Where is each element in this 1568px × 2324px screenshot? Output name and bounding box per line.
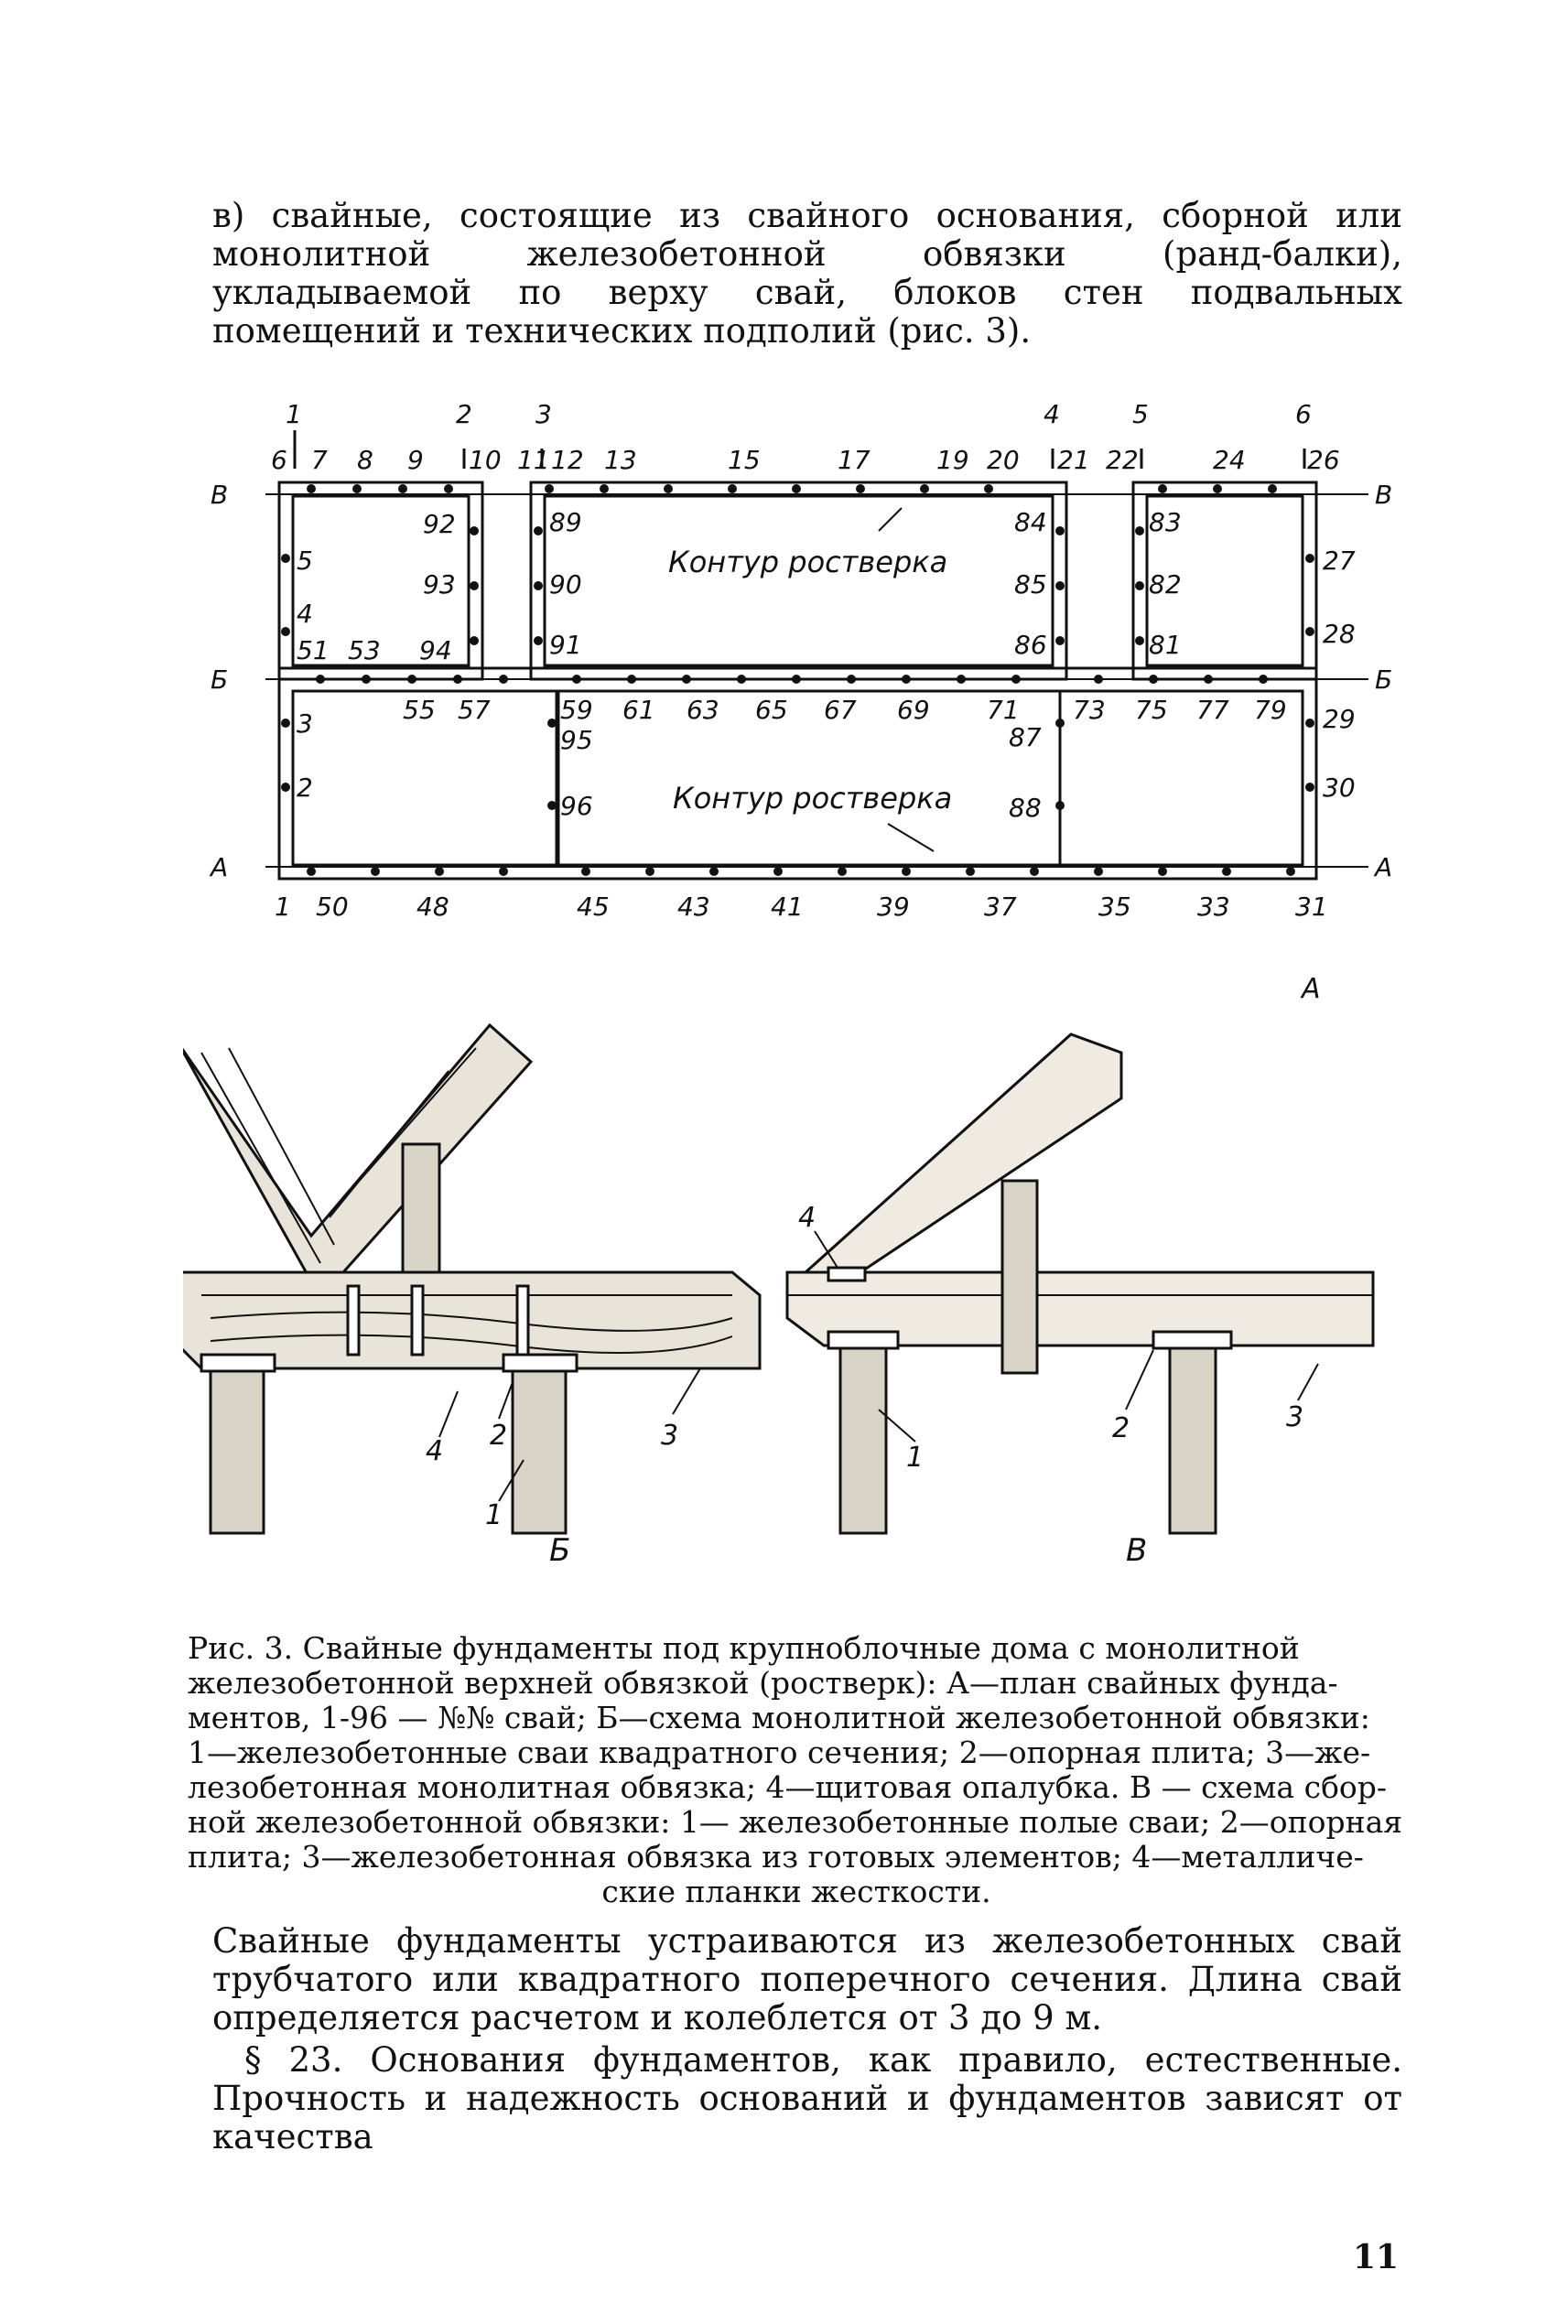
row-letter-middle: Б [211, 665, 229, 695]
pile-number: 92 [423, 509, 456, 539]
pile-number: 11 [517, 445, 550, 475]
caption-line: ной железобетонной обвязки: 1— железобетонные полые сваи; 2—опорная [188, 1804, 1403, 1840]
caption-line: Рис. 3. Свайные фундаменты под крупноблочные дома с монолитной [188, 1630, 1300, 1666]
pile-number: 26 [1307, 445, 1340, 475]
pile-number: 67 [824, 695, 857, 725]
pile-number: 50 [316, 892, 349, 922]
body-text [212, 1922, 1402, 2160]
pile-number: 94 [419, 635, 452, 665]
callout-number: 1 [906, 1442, 925, 1474]
pile-number: 15 [728, 445, 761, 475]
pile-number: 87 [1009, 722, 1042, 752]
contour-label-top: Контур ростверка [668, 545, 948, 579]
body-paragraph: § 23. Основания фундаментов, как правило, естественные. Прочность и надежность оснований и фундаментов зависят от качества [212, 2040, 1402, 2156]
pile-number: 71 [987, 695, 1020, 725]
pile-number: 61 [622, 695, 655, 725]
pile-number: 53 [348, 635, 381, 665]
pile-number: 30 [1323, 773, 1356, 803]
pile-number: 79 [1254, 695, 1287, 725]
pile-number: 91 [549, 630, 582, 660]
view-v-drawing [787, 1034, 1373, 1533]
pile-number: 5 [297, 546, 313, 576]
pile-number: 29 [1323, 704, 1356, 734]
caption-line: плита; 3—железобетонная обвязка из готовых элементов; 4—металличе- [188, 1839, 1364, 1875]
caption-line: ментов, 1-96 — №№ свай; Б—схема монолитной железобетонной обвязки: [188, 1700, 1370, 1735]
pile-number: 84 [1014, 507, 1047, 537]
pile-number: 75 [1135, 695, 1168, 725]
pile-number: 95 [560, 725, 593, 755]
contour-label-bottom: Контур ростверка [673, 781, 953, 816]
pile-number: 43 [677, 892, 710, 922]
pile-number: 69 [897, 695, 930, 725]
axis-number: 6 [1295, 399, 1312, 429]
axis-number: 1 [286, 399, 302, 429]
page-number: 11 [1353, 2238, 1400, 2276]
pile-number: 55 [403, 695, 436, 725]
pile-number: 86 [1014, 630, 1047, 660]
intro-text [212, 197, 1402, 351]
row-letter-bottom-right: А [1375, 852, 1393, 882]
row-letter-top-right: В [1375, 480, 1393, 510]
pile-number: 13 [604, 445, 637, 475]
row-letter-bottom: А [211, 852, 229, 882]
pile-number: 7 [311, 445, 328, 475]
caption-line: железобетонной верхней обвязкой (ростверк): А—план свайных фунда- [188, 1665, 1338, 1701]
pile-number: 82 [1149, 569, 1182, 600]
pile-number: 57 [458, 695, 491, 725]
pile-number: 81 [1149, 630, 1182, 660]
pile-number: 4 [297, 599, 313, 629]
pile-number: 88 [1009, 793, 1042, 823]
pile-number: 2 [297, 773, 313, 803]
body-paragraph: Свайные фундаменты устраиваются из железобетонных свай трубчатого или квадратного поперечного сечения. Длина свай определяется расчетом и колеблется от 3 до 9 м. [212, 1921, 1402, 2038]
pile-number: 10 [469, 445, 502, 475]
pile-number: 35 [1098, 892, 1131, 922]
caption-line: ские планки жесткости. [601, 1874, 991, 1909]
figure-caption [188, 1631, 1405, 1909]
axis-number: 5 [1132, 399, 1149, 429]
callout-number: 1 [485, 1499, 503, 1531]
pile-number: 1 [275, 892, 291, 922]
callout-number: 3 [1286, 1401, 1304, 1433]
pile-number: 85 [1014, 569, 1047, 600]
axis-number: 3 [535, 399, 552, 429]
axis-number: 2 [456, 399, 472, 429]
row-letter-top: В [211, 480, 229, 510]
pile-number: 3 [297, 708, 313, 739]
pile-number: 21 [1057, 445, 1090, 475]
pile-number: 77 [1196, 695, 1229, 725]
pile-number: 27 [1323, 546, 1356, 576]
pile-number: 39 [877, 892, 910, 922]
view-letter-a: А [1302, 973, 1321, 1005]
pile-number: 28 [1323, 619, 1356, 649]
view-b-drawing [183, 1025, 760, 1533]
pile-number: 48 [416, 892, 449, 922]
pile-number: 8 [357, 445, 373, 475]
pile-number: 89 [549, 507, 582, 537]
pile-number: 63 [687, 695, 719, 725]
pile-number: 59 [560, 695, 593, 725]
axis-number: 4 [1044, 399, 1060, 429]
pile-number: 19 [936, 445, 969, 475]
figure-drawing [183, 394, 1446, 1565]
pile-number: 9 [407, 445, 424, 475]
caption-line: лезобетонная монолитная обвязка; 4—щитовая опалубка. В — схема сбор- [188, 1769, 1388, 1805]
pile-number: 96 [560, 791, 593, 821]
pile-number: 41 [771, 892, 804, 922]
caption-line: 1—железобетонные сваи квадратного сечения; 2—опорная плита; 3—же- [188, 1735, 1371, 1770]
pile-number: 37 [984, 892, 1017, 922]
pile-number: 12 [551, 445, 584, 475]
pile-number: 45 [577, 892, 610, 922]
view-letter-v: В [1126, 1532, 1148, 1565]
figure-3 [183, 394, 1446, 1565]
pile-number: 20 [987, 445, 1020, 475]
pile-number: 22 [1106, 445, 1139, 475]
pile-number: 51 [297, 635, 330, 665]
pile-number: 17 [838, 445, 871, 475]
view-letter-b: Б [549, 1532, 571, 1565]
callout-number: 4 [798, 1202, 816, 1234]
callout-number: 4 [426, 1435, 444, 1467]
pile-number: 73 [1073, 695, 1106, 725]
pile-number: 83 [1149, 507, 1182, 537]
pile-number: 24 [1213, 445, 1246, 475]
pile-number: 6 [271, 445, 287, 475]
intro-paragraph: в) свайные, состоящие из свайного основания, сборной или монолитной железобетонной обвязки (ранд-балки), укладываемой по верху свай, блоков стен подвальных помещений и технических подполий (рис. 3). [212, 196, 1402, 351]
row-letter-middle-right: Б [1375, 665, 1393, 695]
callout-number: 3 [661, 1420, 679, 1452]
pile-number: 33 [1197, 892, 1230, 922]
pile-number: 31 [1295, 892, 1328, 922]
callout-number: 2 [490, 1420, 508, 1452]
pile-number: 93 [423, 569, 456, 600]
pile-number: 90 [549, 569, 582, 600]
pile-number: 65 [755, 695, 788, 725]
callout-number: 2 [1112, 1412, 1130, 1444]
